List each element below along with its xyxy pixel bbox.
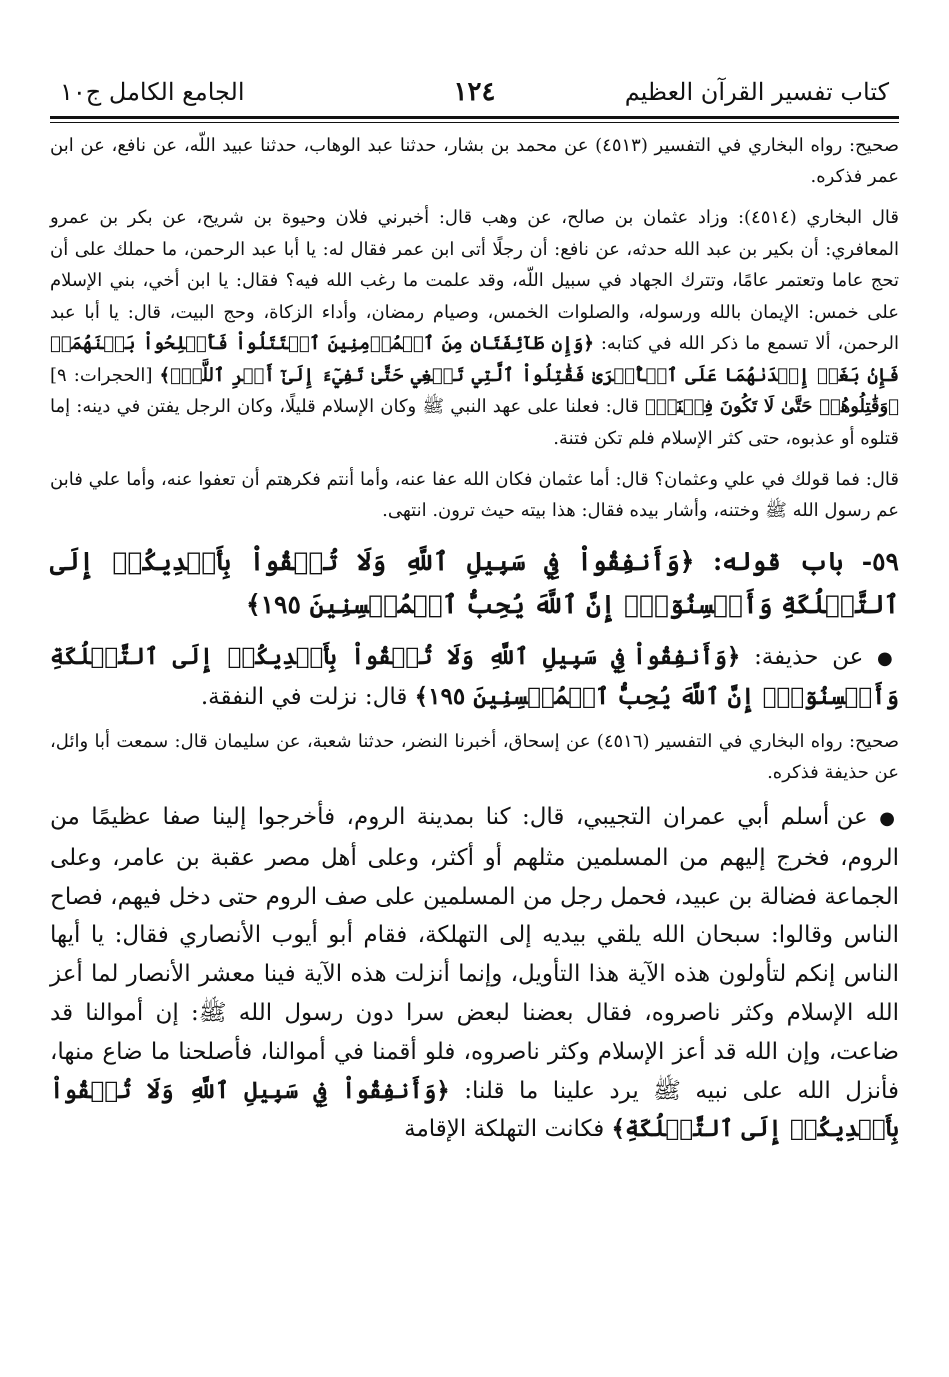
running-header <box>60 72 889 112</box>
book-title: كتاب تفسير القرآن العظيم <box>624 78 889 106</box>
header-rule-thick <box>50 116 899 119</box>
hadith-hudhayfa <box>50 638 899 716</box>
bullet-icon: ● <box>876 648 900 669</box>
chapter-heading <box>50 540 899 626</box>
quran-verse-fitna: ﴿وَقَٰتِلُوهُمۡ حَتَّىٰ لَا تَكُونَ فِتۡنَةٞ﴾ <box>644 396 899 417</box>
hadith-text: عن أسلم أبي عمران التجيبي، قال: كنا بمدينة الروم، فأخرجوا إلينا صفا عظيمًا من الروم، فخرج إليهم من المسلمين مثلهم أو أكثر، وعلى أهل مصر عقبة بن عامر، وعلى الجماعة فضالة بن عبيد، فحمل رجل من المسلمين على صف الروم حتى دخل فيهم، فصاح الناس وقالوا: سبحان الله يلقي بيديه إلى التهلكة، فقام أبو أيوب الأنصاري فقال: يا أيها الناس إنكم لتأولون هذه الآية هذا التأويل، وإنما أنزلت هذه الآية فينا معشر الأنصار لما أعز الله الإسلام وكثر ناصروه، فقال بعضنا لبعض سرا دون رسول الله ﷺ: إن أموالنا قد ضاعت، وإن الله قد أعز الإسلام وكثر ناصروه، فلو أقمنا في أموالنا، فأصلحنا ما ضاع منها، فأنزل الله على نبيه ﷺ يرد علينا ما قلنا: <box>50 804 899 1104</box>
takhrij-paragraph-1: صحيح: رواه البخاري في التفسير (٤٥١٣) عن محمد بن بشار، حدثنا عبد الوهاب، حدثنا عبيد اللّه، عن نافع، عن ابن عمر فذكره. <box>50 135 899 187</box>
takhrij-paragraph-4: صحيح: رواه البخاري في التفسير (٤٥١٦) عن إسحاق، أخبرنا النضر، حدثنا شعبة، عن سليمان قال: سمعت أبا وائل، عن حذيفة فذكره. <box>50 731 899 783</box>
header-rule-thin <box>50 122 899 123</box>
hadith-comment: قال: نزلت في النفقة. <box>200 684 408 710</box>
chapter-label: ٥٩- باب قوله: <box>712 547 899 576</box>
chapter-verse: ﴿وَأَنفِقُواْ فِي سَبِيلِ ٱللَّهِ وَلَا تُلۡقُواْ بِأَيۡدِيكُمۡ إِلَى ٱلتَّهۡلُكَةِ وَأَحۡسِنُوٓاْۚ إِنَّ ٱللَّهَ يُحِبُّ ٱلۡمُحۡسِنِينَ ١٩٥﴾ <box>50 547 899 619</box>
volume-title: الجامع الكامل ج١٠ <box>60 78 245 106</box>
page-number: ١٢٤ <box>453 77 496 107</box>
hadith-abu-ayyub <box>50 798 899 1149</box>
hadith-verse: ﴿وَأَنفِقُواْ فِي سَبِيلِ ٱللَّهِ وَلَا تُلۡقُواْ بِأَيۡدِيكُمۡ إِلَى ٱلتَّهۡلُكَةِ﴾ <box>50 1076 899 1143</box>
hadith-verse: ﴿وَأَنفِقُواْ فِي سَبِيلِ ٱللَّهِ وَلَا تُلۡقُواْ بِأَيۡدِيكُمۡ إِلَى ٱلتَّهۡلُكَةِ وَأَحۡسِنُوٓاْۚ إِنَّ ٱللَّهَ يُحِبُّ ٱلۡمُحۡسِنِينَ ١٩٥﴾ <box>50 643 899 710</box>
hadith-continuation: فكانت التهلكة الإقامة <box>404 1116 605 1143</box>
takhrij-paragraph-3: قال: فما قولك في علي وعثمان؟ قال: أما عثمان فكان الله عفا عنه، وأما أنتم فكرهتم أن تعفوا عنه، وأما علي فابن عم رسول الله ﷺ وختنه، وأشار بيده فقال: هذا بيته حيث ترون. انتهى. <box>50 469 899 521</box>
narration-continuation: قال: فعلنا على عهد النبي ﷺ وكان الإسلام قليلًا، وكان الرجل يفتن في دينه: إما قتلوه أو عذبوه، حتى كثر الإسلام فلم تكن فتنة. <box>50 396 899 449</box>
page-body <box>50 130 899 1149</box>
narration-intro: قال البخاري (٤٥١٤): وزاد عثمان بن صالح، عن وهب قال: أخبرني فلان وحيوة بن شريح، عن بكر بن عمرو المعافري: أن بكير بن عبد الله حدثه، عن نافع: أن رجلًا أتى ابن عمر فقال له: يا أبا عبد الرحمن، ما حملك على أن تحج عاما وتعتمر عامًا، وتترك الجهاد في سبيل اللّه، وقد علمت ما رغب الله فيه؟ فقال: يا ابن أخي، بني الإسلام على خمس: الإيمان بالله ورسوله، والصلوات الخمس، وصيام رمضان، وأداء الزكاة، وحج البيت، قال: يا أبا عبد الرحمن، ألا تسمع ما ذكر الله في كتابه: <box>50 207 900 354</box>
hadith-intro: عن حذيفة: <box>754 644 864 670</box>
quran-verse-hujurat: ﴿وَإِن طَآئِفَتَانِ مِنَ ٱلۡمُؤۡمِنِينَ ٱقۡتَتَلُواْ فَأَصۡلِحُواْ بَيۡنَهُمَاۖ فَإِنۢ بَغَتۡ إِحۡدَىٰهُمَا عَلَى ٱلۡأُخۡرَىٰ فَقَٰتِلُواْ ٱلَّتِي تَبۡغِي حَتَّىٰ تَفِيٓءَ إِلَىٰٓ أَمۡرِ ٱللَّهِۚ﴾ <box>50 333 899 386</box>
takhrij-paragraph-2 <box>50 202 899 454</box>
verse-reference: [الحجرات: ٩] <box>50 364 153 386</box>
bullet-icon: ● <box>879 808 899 829</box>
